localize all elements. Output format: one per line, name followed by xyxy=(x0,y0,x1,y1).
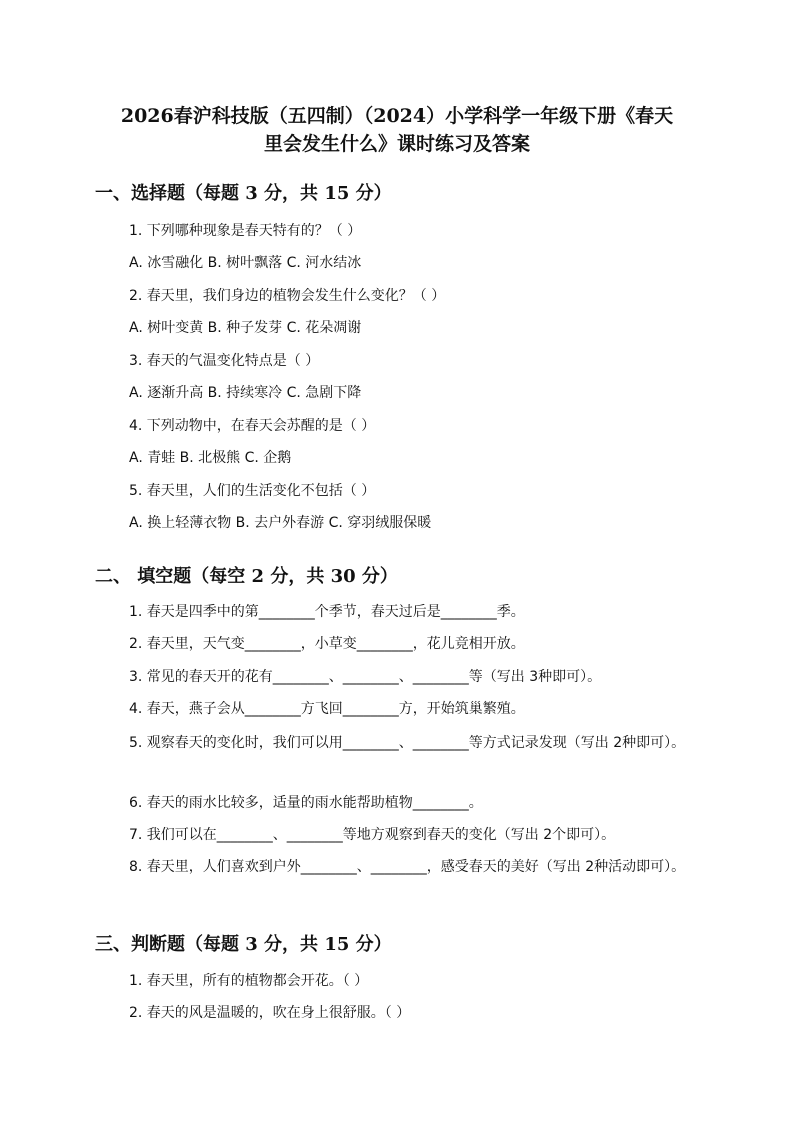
section-heading-true-false: 三、判断题（每题 3 分，共 15 分） xyxy=(95,934,392,955)
question-options: A. 逐渐升高 B. 持续寒冷 C. 急剧下降 xyxy=(129,385,362,401)
question-line: 1. 春天是四季中的第________个季节，春天过后是________季。 xyxy=(129,604,525,620)
question-line: 3. 常见的春天开的花有________、________、________等（写出 3种即可）。 xyxy=(129,669,602,685)
question-line: 7. 我们可以在________、________等地方观察到春天的变化（写出 2个即可）。 xyxy=(129,827,616,843)
question-line: 6. 春天的雨水比较多，适量的雨水能帮助植物________。 xyxy=(129,795,483,811)
question-options: A. 换上轻薄衣物 B. 去户外春游 C. 穿羽绒服保暖 xyxy=(129,515,432,531)
question-line: 2. 春天的风是温暖的，吹在身上很舒服。（ ） xyxy=(129,1005,411,1021)
title-line-1: 2026春沪科技版（五四制）（2024）小学科学一年级下册《春天 xyxy=(120,105,674,127)
question-options: A. 青蛙 B. 北极熊 C. 企鹅 xyxy=(129,450,292,466)
question-line: 1. 下列哪种现象是春天特有的？（ ） xyxy=(129,223,362,239)
title-line-2: 里会发生什么》课时练习及答案 xyxy=(263,133,530,155)
section-heading-choice: 一、选择题（每题 3 分，共 15 分） xyxy=(95,183,392,204)
question-line: 2. 春天里，我们身边的植物会发生什么变化？（ ） xyxy=(129,288,446,304)
question-line: 3. 春天的气温变化特点是（ ） xyxy=(129,353,320,369)
question-line: 1. 春天里，所有的植物都会开花。（ ） xyxy=(129,973,369,989)
question-paragraph: 8. 春天里，人们喜欢到户外________、________，感受春天的美好（写出 2种活动即可）。 xyxy=(129,859,686,875)
question-paragraph: 5. 观察春天的变化时，我们可以用________、________等方式记录发现（写出 2种即可）。 xyxy=(129,735,686,751)
question-options: A. 树叶变黄 B. 种子发芽 C. 花朵凋谢 xyxy=(129,320,362,336)
question-options: A. 冰雪融化 B. 树叶飘落 C. 河水结冰 xyxy=(129,255,362,271)
question-line: 5. 春天里，人们的生活变化不包括（ ） xyxy=(129,483,376,499)
document-title xyxy=(80,102,714,158)
section-heading-fill-blank: 二、 填空题（每空 2 分，共 30 分） xyxy=(95,566,398,587)
question-line: 4. 春天，燕子会从________方飞回________方，开始筑巢繁殖。 xyxy=(129,701,525,717)
question-line: 4. 下列动物中，在春天会苏醒的是（ ） xyxy=(129,418,376,434)
question-line: 2. 春天里，天气变________，小草变________，花儿竞相开放。 xyxy=(129,636,525,652)
